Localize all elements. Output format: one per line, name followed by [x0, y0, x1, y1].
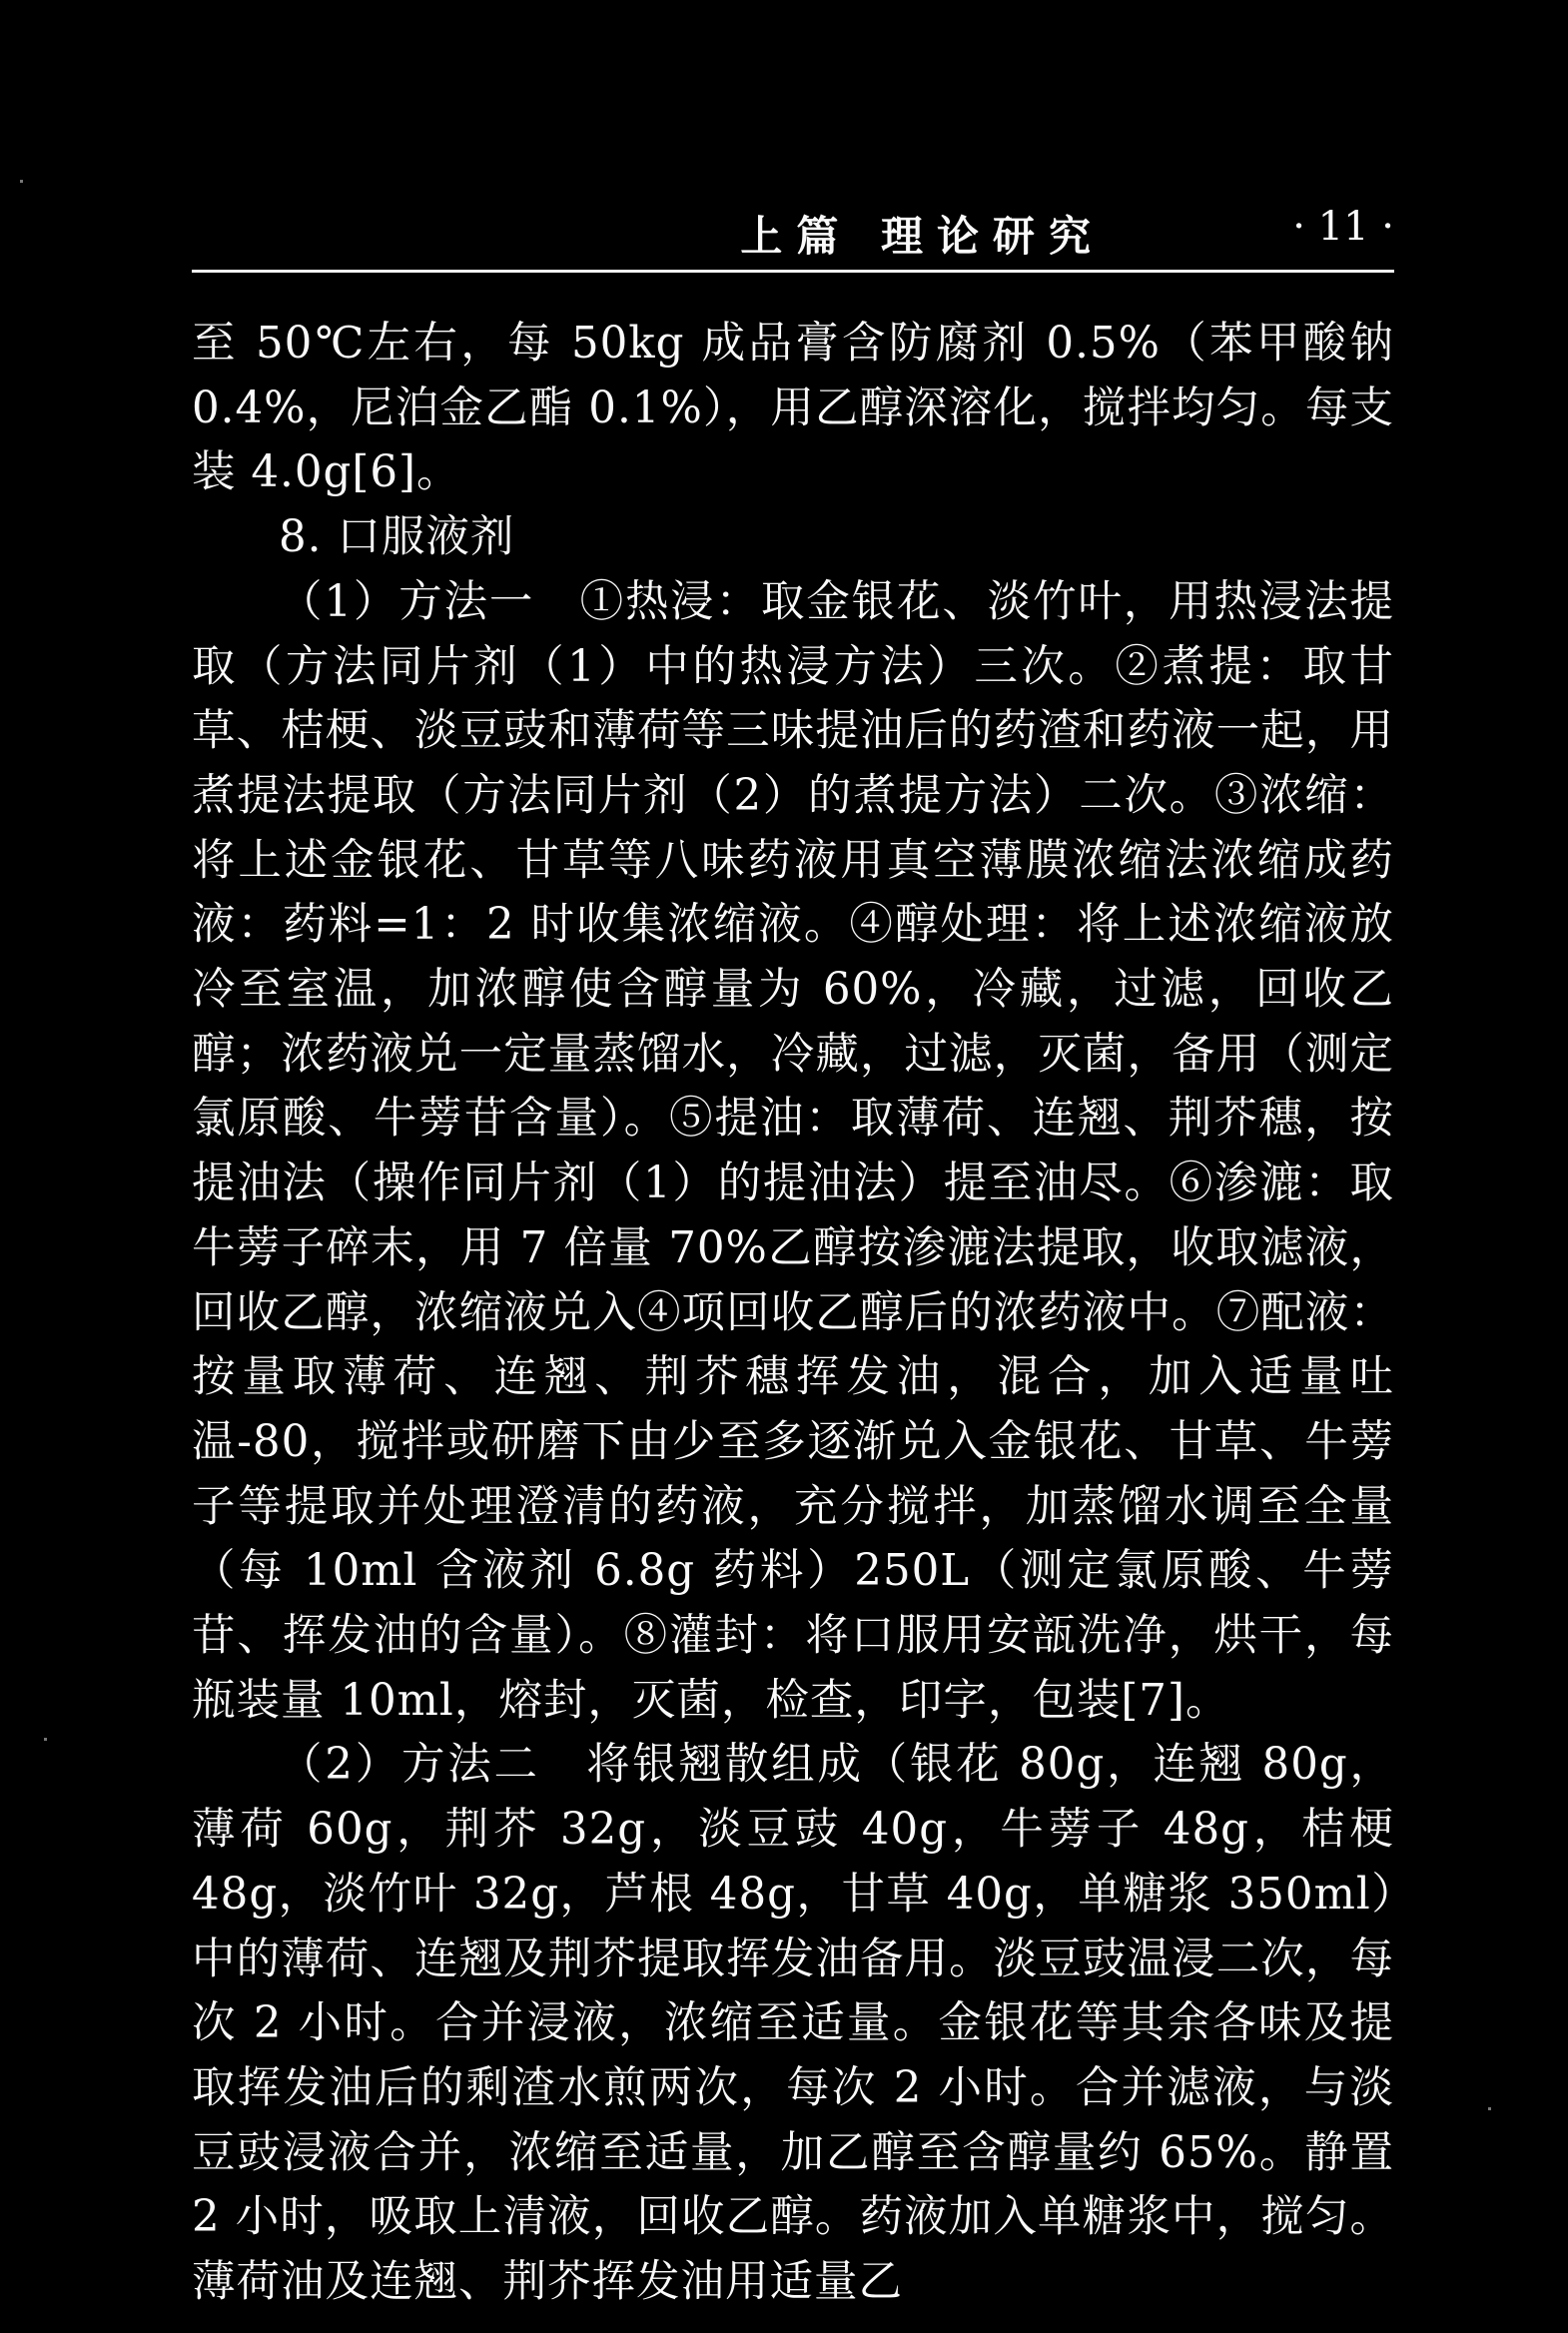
- scan-speck: [1488, 2107, 1491, 2110]
- header-rule: [192, 270, 1394, 273]
- page-number: · 11 ·: [1292, 204, 1394, 250]
- section-heading: 8. 口服液剂: [279, 512, 515, 563]
- body-text: [192, 312, 1394, 2315]
- section-title: 上篇 理论研究: [740, 212, 1105, 261]
- scan-speck: [20, 180, 23, 183]
- paragraph-method-one: （1）方法一 ①热浸：取金银花、淡竹叶，用热浸法提取（方法同片剂（1）中的热浸方法）三次。②煮提：取甘草、桔梗、淡豆豉和薄荷等三味提油后的药渣和药液一起，用煮提法提取（方法同片剂（2）的煮提方法）二次。③浓缩：将上述金银花、甘草等八味药液用真空薄膜浓缩法浓缩成药液：药料=1：2 时收集浓缩液。④醇处理：将上述浓缩液放冷至室温，加浓醇使含醇量为 60%，冷藏，过滤，回收乙醇；浓药液兑一定量蒸馏水，冷藏，过滤，灭菌，备用（测定氯原酸、牛蒡苷含量）。⑤提油：取薄荷、连翘、荆芥穗，按提油法（操作同片剂（1）的提油法）提至油尽。⑥渗漉：取牛蒡子碎末，用 7 倍量 70%乙醇按渗漉法提取，收取滤液，回收乙醇，浓缩液兑入④项回收乙醇后的浓药液中。⑦配液：按量取薄荷、连翘、荆芥穗挥发油，混合，加入适量吐温-80，搅拌或研磨下由少至多逐渐兑入金银花、甘草、牛蒡子等提取并处理澄清的药液，充分搅拌，加蒸馏水调至全量（每 10ml 含液剂 6.8g 药料）250L（测定氯原酸、牛蒡苷、挥发油的含量）。⑧灌封：将口服用安瓿洗净，烘干，每瓶装量 10ml，熔封，灭菌，检查，印字，包装[7]。: [192, 576, 1394, 1726]
- running-header: [192, 196, 1394, 266]
- paragraph-method-two: （2）方法二 将银翘散组成（银花 80g，连翘 80g，薄荷 60g，荆芥 32g，淡豆豉 40g，牛蒡子 48g，桔梗 48g，淡竹叶 32g，芦根 48g，甘草 40g，单糖浆 350ml）中的薄荷、连翘及荆芥提取挥发油备用。淡豆豉温浸二次，每次 2 小时。合并浸液，浓缩至适量。金银花等其余各味及提取挥发油后的剩渣水煎两次，每次 2 小时。合并滤液，与淡豆豉浸液合并，浓缩至适量，加乙醇至含醇量约 65%。静置 2 小时，吸取上清液，回收乙醇。药液加入单糖浆中，搅匀。薄荷油及连翘、荆芥挥发油用适量乙: [192, 1740, 1394, 2308]
- paragraph-continuation: 至 50℃左右，每 50kg 成品膏含防腐剂 0.5%（苯甲酸钠 0.4%，尼泊金乙酯 0.1%），用乙醇深溶化，搅拌均匀。每支装 4.0g[6]。: [192, 319, 1394, 498]
- scan-speck: [44, 1738, 47, 1741]
